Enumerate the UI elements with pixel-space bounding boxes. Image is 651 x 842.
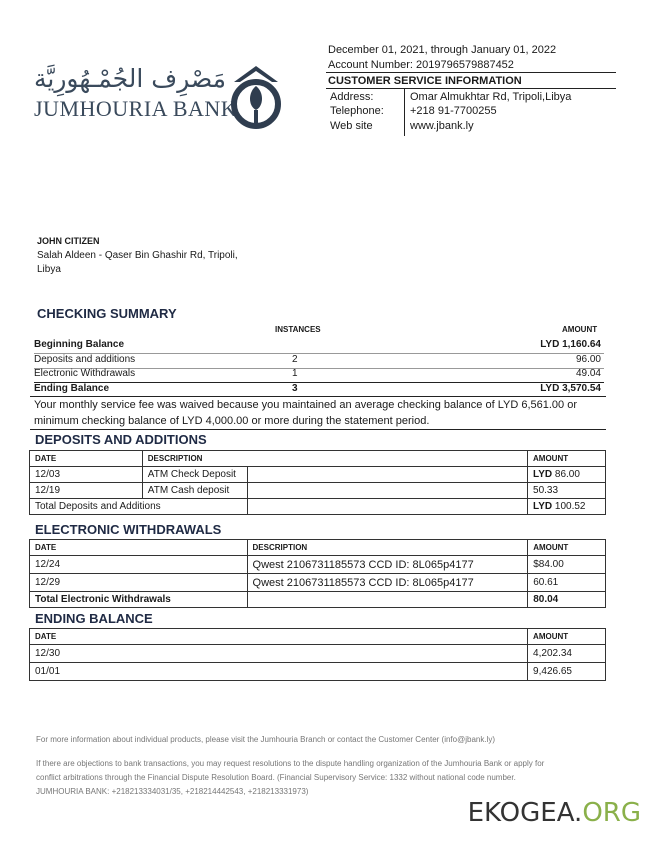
table-row: 12/30 4,202.34 [30,645,606,663]
ending-balance-table [29,628,606,681]
deposits-table [29,450,606,515]
statement-period: December 01, 2021, through January 01, 2022 [328,44,557,56]
deposits-title: DEPOSITS AND ADDITIONS [35,432,207,447]
table-total-row: Total Deposits and Additions LYD 100.52 [30,499,606,515]
bank-name-arabic: مَصْرِف الجُمْـهُورِيَّة [34,64,227,93]
watermark: EKOGEA.ORG [467,798,641,828]
account-number: Account Number: 2019796579887452 [328,59,514,71]
table-row: 12/29 Qwest 2106731185573 CCD ID: 8L065p4177 60.61 [30,574,606,592]
website-label: Web site [330,120,373,132]
footer-info: For more information about individual products, please visit the Jumhouria Branch or contact the Customer Center (info@jbank.ly) [36,735,496,744]
website-link[interactable]: www.jbank.ly [410,120,474,132]
service-fee-note: Your monthly service fee was waived because you maintained an average checking balance of LYD 6,561.00 or minimum checking balance of LYD 4,000.00 or more during the statement period. [34,399,578,427]
table-row: 12/19 ATM Cash deposit 50.33 [30,483,606,499]
customer-address-line1: Salah Aldeen - Qaser Bin Ghashir Rd, Tripoli, [37,250,238,261]
bank-logo-icon [228,62,284,130]
withdrawals-table [29,539,606,608]
table-header-row: DATE DESCRIPTION AMOUNT [30,451,606,467]
withdrawals-title: ELECTRONIC WITHDRAWALS [35,522,222,537]
footer-contacts: JUMHOURIA BANK: +218213334031/35, +218214442543, +218213331973) [36,787,309,796]
table-row: 12/03 ATM Check Deposit LYD 86.00 [30,467,606,483]
instances-header: INSTANCES [275,325,321,334]
ending-balance-title: ENDING BALANCE [35,611,153,626]
customer-address-line2: Libya [37,264,61,275]
table-row: 01/01 9,426.65 [30,663,606,681]
amount-header: AMOUNT [562,325,598,334]
summary-row: Ending Balance 3 LYD 3,570.54 [34,383,601,394]
summary-row: Deposits and additions 2 96.00 [34,354,601,365]
telephone-label: Telephone: [330,105,384,117]
address-value: Omar Almukhtar Rd, Tripoli,Libya [410,91,572,103]
summary-row: Electronic Withdrawals 1 49.04 [34,368,601,379]
address-label: Address: [330,91,374,103]
footer-dispute-line1: If there are objections to bank transactions, you may request resolutions to the dispute handling organization of the Jumhouria Bank or apply for [36,759,545,768]
customer-service-title: CUSTOMER SERVICE INFORMATION [328,75,522,87]
telephone-value: +218 91-7700255 [410,105,497,117]
customer-name: JOHN CITIZEN [37,236,100,246]
table-header-row: DATE AMOUNT [30,629,606,645]
checking-summary-title: CHECKING SUMMARY [37,306,177,321]
summary-row: Beginning Balance LYD 1,160.64 [34,339,601,350]
table-row: 12/24 Qwest 2106731185573 CCD ID: 8L065p4177 $84.00 [30,556,606,574]
bank-name-english: JUMHOURIA BANK [34,96,238,121]
table-header-row: DATE DESCRIPTION AMOUNT [30,540,606,556]
table-total-row: Total Electronic Withdrawals 80.04 [30,592,606,608]
footer-dispute-line2: conflict arbitrations through the Financial Dispute Resolution Board. (Financial Supervisory Service: 1332 without national code number. [36,773,516,782]
